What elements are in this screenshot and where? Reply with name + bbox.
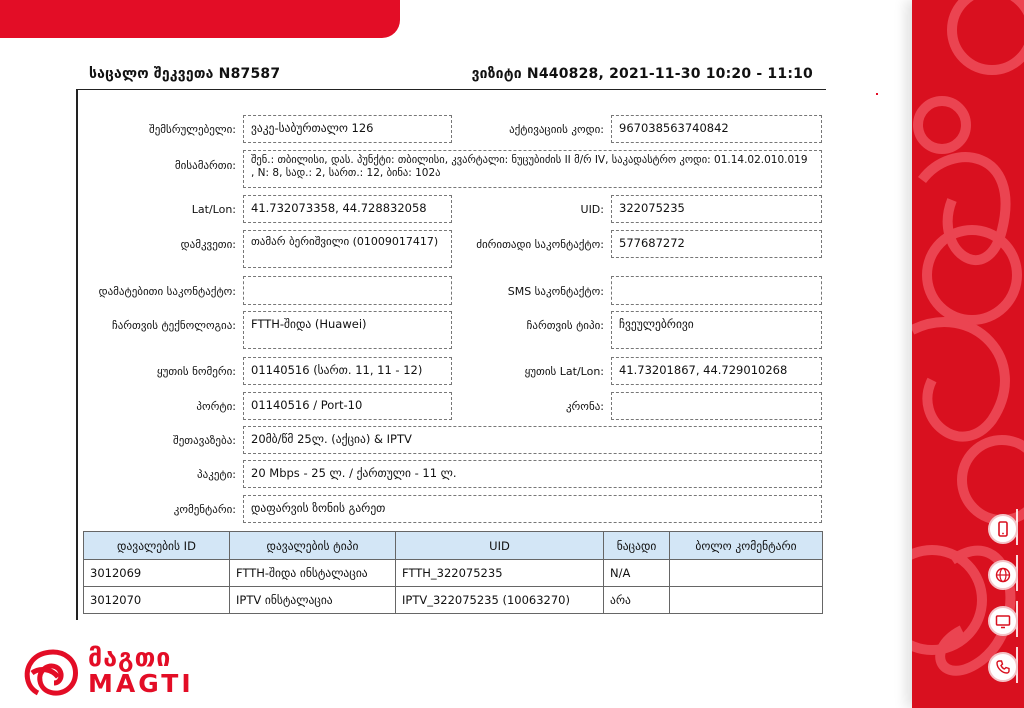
task-uid-cell: IPTV_322075235 (10063270): [396, 587, 604, 614]
task-id-cell: 3012069: [84, 560, 230, 587]
port-value: 01140516 / Port-10: [243, 392, 452, 420]
offer-value: 20მბ/წმ 25ლ. (აქცია) & IPTV: [243, 426, 822, 454]
package-label: პაკეტი:: [197, 468, 236, 481]
task-type-cell: IPTV ინსტალაცია: [230, 587, 396, 614]
visit-info: ვიზიტი N440828, 2021-11-30 10:20 - 11:10: [471, 66, 813, 82]
phone-icon[interactable]: [988, 514, 1018, 544]
side-panel: [912, 0, 1024, 708]
activation-code-label: აქტივაციის კოდი:: [509, 123, 604, 136]
main-contact-label: ძირითადი საკონტაქტო:: [476, 238, 604, 251]
conn-type-value: ჩვეულებრივი: [611, 311, 822, 349]
task-attempted-cell: N/A: [604, 560, 670, 587]
address-value: შენ.: თბილისი, დას. პუნქტი: თბილისი, კვარტალი: ნუცუბიძის II მ/რ IV, საკადასტრო კოდი: 01.14.02.010.019 , N: 8, სად.: 2, სართ.: 12, ბინა: 102ა: [243, 150, 822, 188]
globe-icon[interactable]: [988, 560, 1018, 590]
table-row: [84, 587, 823, 614]
side-contact-icons: [912, 0, 1024, 708]
executor-value: ვაკე-საბურთალო 126: [243, 115, 452, 143]
customer-label: დამკვეთი:: [180, 238, 236, 251]
package-value: 20 Mbps - 25 ლ. / ქართული - 11 ლ.: [243, 460, 822, 488]
latlon-value: 41.732073358, 44.728832058: [243, 195, 452, 223]
left-rule: [76, 90, 78, 620]
address-label: მისამართი:: [174, 159, 236, 172]
tech-label: ჩართვის ტექნოლოგია:: [111, 319, 236, 332]
task-comment-cell: [670, 587, 823, 614]
top-accent-bar: [0, 0, 400, 38]
sms-contact-label: SMS საკონტაქტო:: [507, 285, 604, 298]
column-header: UID: [396, 532, 604, 560]
column-header: ბოლო კომენტარი: [670, 532, 823, 560]
extra-contact-value: [243, 276, 452, 305]
port-label: პორტი:: [196, 400, 236, 413]
extra-contact-label: დამატებითი საკონტაქტო:: [98, 285, 236, 298]
uid-label: UID:: [580, 203, 604, 216]
decorative-dot: [876, 93, 878, 95]
crown-value: [611, 392, 822, 420]
tv-icon[interactable]: [988, 606, 1018, 636]
latlon-label: Lat/Lon:: [191, 203, 236, 216]
tech-value: FTTH-შიდა (Huawei): [243, 311, 452, 349]
tasks-table: [83, 531, 823, 614]
task-comment-cell: [670, 560, 823, 587]
main-contact-value: 577687272: [611, 230, 822, 258]
table-header-row: [84, 532, 823, 560]
logo-text-georgian: მაგთი: [88, 643, 172, 672]
magti-logo-mark: [22, 643, 80, 699]
handset-icon[interactable]: [988, 652, 1018, 682]
executor-label: შემსრულებელი:: [149, 123, 236, 136]
task-type-cell: FTTH-შიდა ინსტალაცია: [230, 560, 396, 587]
column-header: დავალების ID: [84, 532, 230, 560]
task-id-cell: 3012070: [84, 587, 230, 614]
table-row: [84, 560, 823, 587]
box-number-label: ყუთის ნომერი:: [156, 365, 236, 378]
box-latlon-label: ყუთის Lat/Lon:: [524, 365, 604, 378]
offer-label: შეთავაზება:: [173, 434, 236, 447]
comment-label: კომენტარი:: [173, 503, 236, 516]
magti-logo: [22, 643, 232, 699]
box-number-value: 01140516 (სართ. 11, 11 - 12): [243, 357, 452, 385]
column-header: დავალების ტიპი: [230, 532, 396, 560]
task-attempted-cell: არა: [604, 587, 670, 614]
order-title: საცალო შეკვეთა N87587: [89, 66, 281, 82]
activation-code-value: 967038563740842: [611, 115, 822, 143]
uid-value: 322075235: [611, 195, 822, 223]
conn-type-label: ჩართვის ტიპი:: [526, 319, 604, 332]
logo-text-latin: MAGTI: [88, 669, 194, 698]
box-latlon-value: 41.73201867, 44.729010268: [611, 357, 822, 385]
crown-label: კრონა:: [565, 400, 604, 413]
document-header: [76, 62, 826, 90]
column-header: ნაცადი: [604, 532, 670, 560]
task-uid-cell: FTTH_322075235: [396, 560, 604, 587]
sms-contact-value: [611, 276, 822, 305]
customer-value: თამარ ბერიშვილი (01009017417): [243, 230, 452, 268]
comment-value: დაფარვის ზონის გარეთ: [243, 495, 822, 523]
